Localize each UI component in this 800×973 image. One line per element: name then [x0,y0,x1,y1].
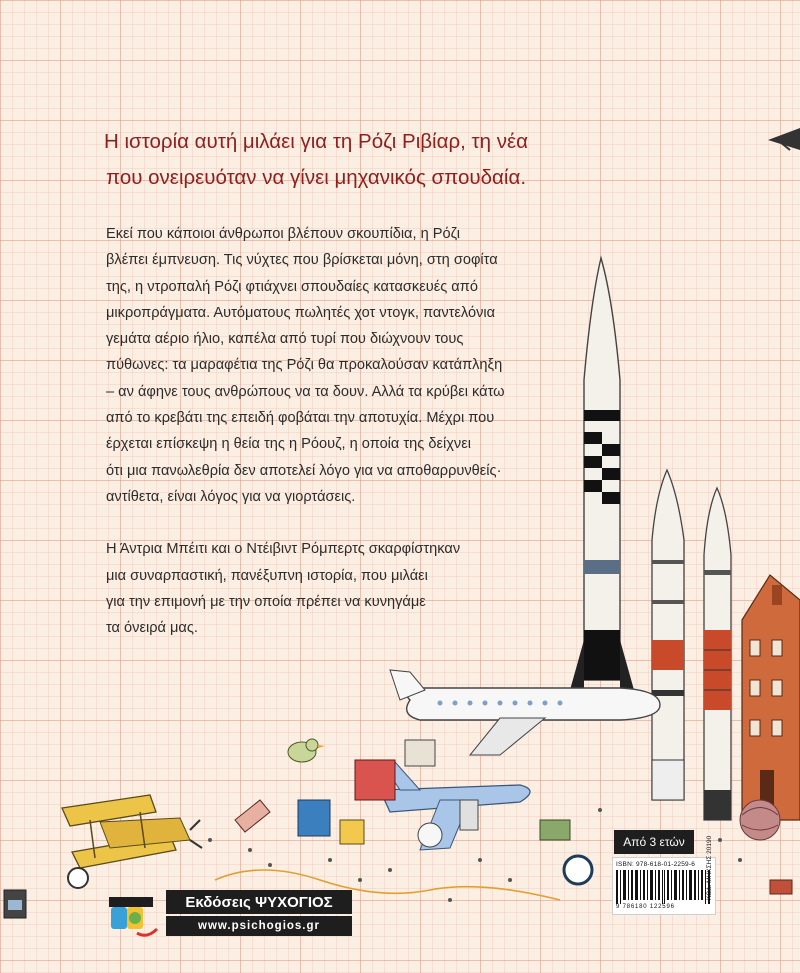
blurb-line: Η Άντρια Μπέιτι και ο Ντέιβιντ Ρόμπερτς σκαρφίστηκαν [106,541,461,558]
blurb-line: μικροπράγματα. Αυτόματους πωλητές χοτ ντογκ, παντελόνια [106,304,496,321]
rocket-large [570,258,634,690]
house [742,575,800,820]
tagline-line: που ονειρευόταν να γίνει μηχανικός σπουδαία. [106,166,527,189]
corner-doodle [768,128,800,150]
rocket-small [704,488,731,820]
bird [288,739,325,762]
product-code: ΚΩΔ. ΜΗΧΣΗΣ 20190 [706,835,713,900]
cup-gadget [4,890,26,918]
isbn-label: ISBN: 978-618-01-2259-6 [616,861,696,868]
publisher-url: www.psichogios.gr [166,916,352,936]
barcode-icon [616,870,712,904]
tagline-line: Η ιστορία αυτή μιλάει για τη Ρόζι Ριβίαρ, τη νέα [104,130,528,153]
blurb-line: για την επιμονή με την οποία πρέπει να κυνηγάμε [106,593,426,610]
rocket-medium [652,470,684,800]
blurb-line: της, η ντροπαλή Ρόζι φτιάχνει σπουδαίες κατασκευές από [106,278,478,295]
blurb-line: Εκεί που κάποιοι άνθρωποι βλέπουν σκουπίδια, η Ρόζι [106,226,461,242]
blurb-line: ότι μια πανωλεθρία δεν αποτελεί λόγο για να αποθαρρυνθείς· [106,462,502,479]
blue-plane [380,760,530,850]
publisher-logo-icon [107,893,159,941]
blurb-line: από το κρεβάτι της επειδή φοβάται την αποτυχία. Μέχρι που [106,410,495,427]
barcode-number: 9 786180 122596 [616,904,675,910]
blurb-line: μια συναρπαστική, πανέξυπνη ιστορία, που μιλάει [106,567,428,584]
blurb-line: – αν άφηνε τους ανθρώπους να τα δουν. Αλλά τα κρύβει κάτω [106,383,505,400]
yellow-biplane [62,795,202,888]
blurb-line: γεμάτα αέριο ήλιο, καπέλα από τυρί που διώχνουν τους [106,331,464,348]
blurb-line: βλέπει έμπνευση. Τις νύχτες που βρίσκεται μόνη, στη σοφίτα [106,252,498,269]
blurb-line: αντίθετα, είναι λόγος για να γιορτάσεις. [106,488,356,505]
age-badge: Από 3 ετών [614,830,694,854]
blurb-line: έρχεται επίσκεψη η θεία της η Ρόουζ, η οποία της δείχνει [106,436,471,453]
publisher-name: Εκδόσεις ΨΥΧΟΓΙΟΣ [166,890,352,914]
blurb-line: τα όνειρά μας. [106,620,198,637]
isbn-barcode-box [612,857,716,915]
blurb-line: πύθωνες: τα μαραφέτια της Ρόζι θα προκαλούσαν κατάπληξη [106,357,503,374]
